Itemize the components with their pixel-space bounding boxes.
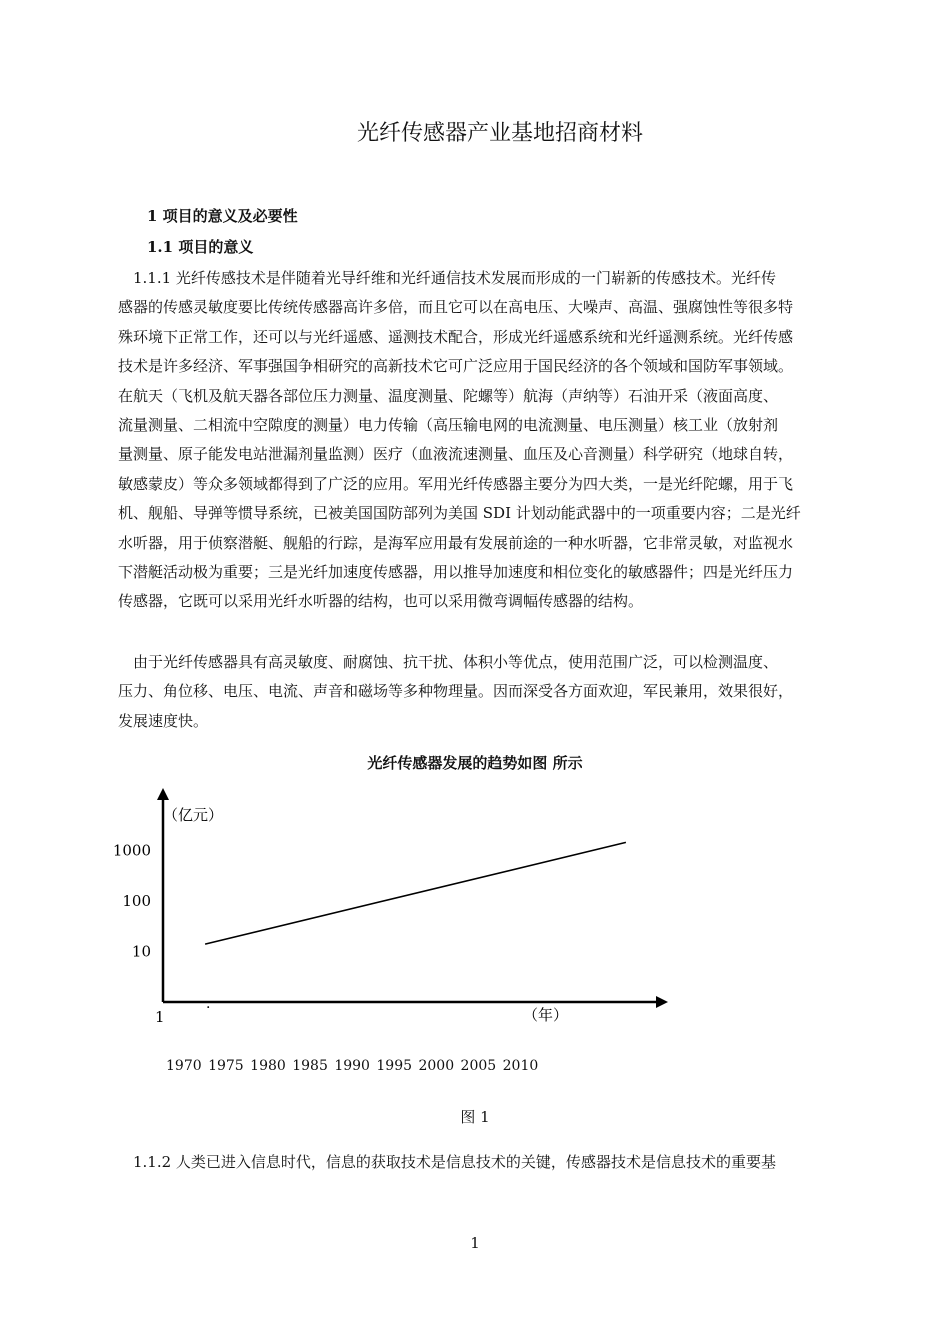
paragraph-2 [118,648,878,736]
paragraph-line: 敏感蒙皮）等众多领域都得到了广泛的应用。军用光纤传感器主要分为四大类，一是光纤陀螺，用于飞 [118,474,794,493]
paragraph-line: 传感器，它既可以采用光纤水听器的结构，也可以采用微弯调幅传感器的结构。 [118,592,644,611]
paragraph-line: 压力、角位移、电压、电流、声音和磁场等多种物理量。因而深受各方面欢迎，军民兼用，效果很好， [118,682,794,701]
y-tick-label: 1000 [112,841,151,860]
paragraph-3 [118,1148,878,1177]
y-axis-label: （亿元） [163,806,224,824]
section-heading: 1 项目的意义及必要性 [147,207,298,225]
paragraph-line: 水听器，用于侦察潜艇、舰船的行踪，是海军应用最有发展前途的一种水听器，它非常灵敏，对监视水 [118,533,794,552]
y-tick-label: 100 [122,892,151,910]
trend-line [205,842,626,944]
origin-label: 1 [155,1008,165,1026]
origin-mark: · [206,1000,211,1016]
paragraph-line: 1.1.2 人类已进入信息时代，信息的获取技术是信息技术的关键，传感器技术是信息技术的重要基 [118,1153,776,1171]
series-lines [205,842,626,944]
paragraph-1 [118,264,878,617]
chart-title: 光纤传感器发展的趋势如图 所示 [367,754,583,772]
y-axis-arrow [157,788,169,800]
paragraph-line: 量测量、原子能发电站泄漏剂量监测）医疗（血液流速测量、血压及心音测量）科学研究（地球自转， [118,445,794,464]
paragraph-line: 技术是许多经济、军事强国争相研究的高新技术它可广泛应用于国民经济的各个领域和国防军事领域。 [118,357,794,376]
paragraph-line: 由于光纤传感器具有高灵敏度、耐腐蚀、抗干扰、体积小等优点，使用范围广泛，可以检测温度、 [118,653,779,671]
paragraph-line: 殊环境下正常工作，还可以与光纤遥感、遥测技术配合，形成光纤遥感系统和光纤遥测系统。光纤传感 [118,327,794,346]
paragraph-line: 感器的传感灵敏度要比传统传感器高许多倍，而且它可以在高电压、大噪声、高温、强腐蚀性等很多特 [118,298,794,317]
paragraph-line: 在航天（飞机及航天器各部位压力测量、温度测量、陀螺等）航海（声纳等）石油开采（液面高度、 [118,386,779,405]
page-number: 1 [470,1234,480,1252]
figure-caption: 图 1 [460,1108,490,1126]
paragraph-line: 发展速度快。 [118,711,209,730]
trend-chart [0,770,700,1090]
x-tick-labels: 1970 1975 1980 1985 1990 1995 2000 2005 2010 [166,1058,539,1074]
paragraph-line: 下潜艇活动极为重要；三是光纤加速度传感器，用以推导加速度和相位变化的敏感器件；四是光纤压力 [118,562,794,581]
x-axis-arrow [656,996,668,1008]
paragraph-line: 机、舰船、导弹等惯导系统，已被美国国防部列为美国 SDI 计划动能武器中的一项重要内容；二是光纤 [118,504,801,523]
subsection-heading: 1.1 项目的意义 [147,238,254,256]
x-axis-label: （年） [523,1006,569,1024]
paragraph-line: 1.1.1 光纤传感技术是伴随着光导纤维和光纤通信技术发展而形成的一门崭新的传感技术。光纤传 [118,269,776,287]
document-title: 光纤传感器产业基地招商材料 [356,121,643,146]
paragraph-line: 流量测量、二相流中空隙度的测量）电力传输（高压输电网的电流测量、电压测量）核工业（放射剂 [118,415,779,434]
y-tick-labels [113,842,151,961]
y-tick-label: 10 [131,942,151,961]
